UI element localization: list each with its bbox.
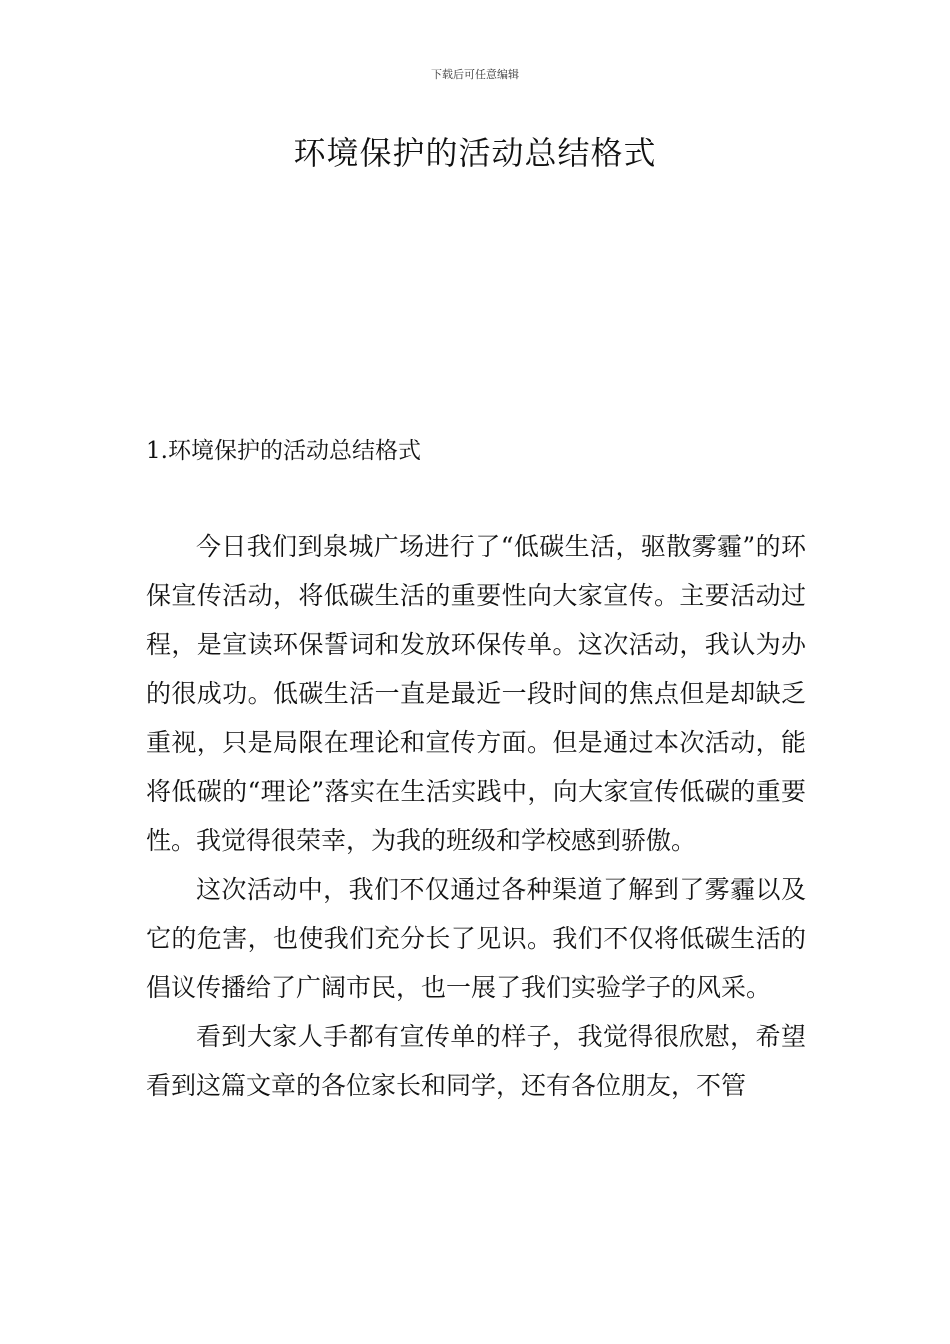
document-title: 环境保护的活动总结格式 xyxy=(293,134,657,172)
paragraph-2: 这次活动中，我们不仅通过各种渠道了解到了雾霾以及它的危害，也使我们充分长了见识。我们不仅将低碳生活的倡议传播给了广阔市民，也一展了我们实验学子的风采。 xyxy=(146,875,806,1002)
paragraph-3: 看到大家人手都有宣传单的样子，我觉得很欣慰，希望看到这篇文章的各位家长和同学，还有各位朋友，不管 xyxy=(146,1022,806,1100)
body-text xyxy=(146,522,806,1110)
header-note: 下载后可任意编辑 xyxy=(431,68,519,81)
paragraph-1: 今日我们到泉城广场进行了“低碳生活，驱散雾霾”的环保宣传活动，将低碳生活的重要性向大家宣传。主要活动过程，是宣读环保誓词和发放环保传单。这次活动，我认为办的很成功。低碳生活一直是最近一段时间的焦点但是却缺乏重视，只是局限在理论和宣传方面。但是通过本次活动，能将低碳的“理论”落实在生活实践中，向大家宣传低碳的重要性。我觉得很荣幸，为我的班级和学校感到骄傲。 xyxy=(146,532,806,855)
section-heading: 1.环境保护的活动总结格式 xyxy=(146,438,421,464)
